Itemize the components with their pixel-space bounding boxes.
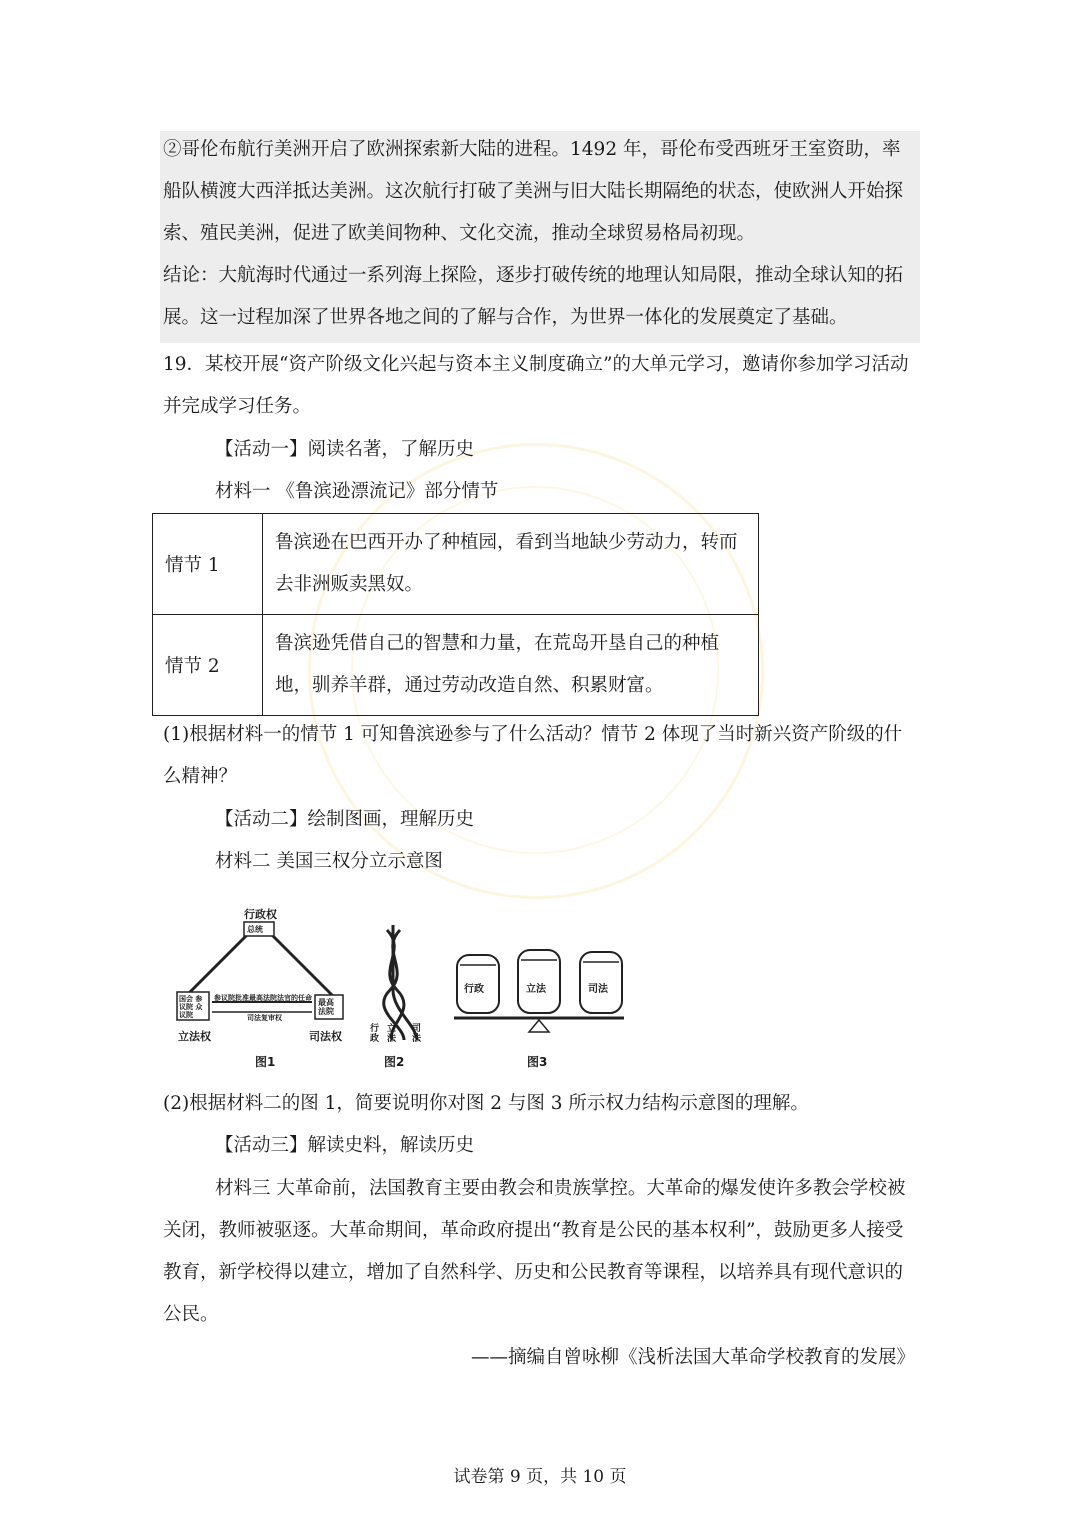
judicial-review-arrow-text: 司法复审权	[247, 1014, 282, 1022]
plot-table	[152, 513, 759, 716]
braid-label-judicial: 司法	[412, 1024, 422, 1044]
material-3-paragraph: 材料三 大革命前，法国教育主要由教会和贵族掌控。大革命的爆发使许多教会学校被关闭，教师被驱逐。大革命期间，革命政府提出“教育是公民的基本权利”，鼓励更多人接受教育，新学校得以建立，增加了自然科学、历史和公民教育等课程，以培养具有现代意识的公民。	[163, 1178, 906, 1325]
question-19-2: (2)根据材料二的图 1，简要说明你对图 2 与图 3 所示权力结构示意图的理解。	[163, 1093, 809, 1114]
plot-label: 情节 1	[153, 514, 263, 615]
president-box: 总统	[247, 925, 263, 934]
braid-label-legislative: 立法	[387, 1024, 397, 1044]
page-number: 试卷第 9 页，共 10 页	[453, 1467, 627, 1487]
senate-approval-arrow-text: 参议院批准最高法院法官的任命	[214, 994, 312, 1002]
previous-answer-block	[160, 131, 920, 343]
columbus-paragraph: ②哥伦布航行美洲开启了欧洲探索新大陆的进程。1492 年，哥伦布受西班牙王室资助，率船队横渡大西洋抵达美洲。这次航行打破了美洲与旧大陆长期隔绝的状态，使欧洲人开始探索、殖民美洲，促进了欧美间物种、文化交流，推动全球贸易格局初现。	[163, 139, 904, 244]
question-19-1: (1)根据材料一的情节 1 可知鲁滨逊参与了什么活动？情节 2 体现了当时新兴资产阶级的什么精神？	[163, 724, 903, 787]
material-3-source: ——摘编自曾咏柳《浅析法国大革命学校教育的发展》	[470, 1347, 915, 1368]
conclusion-paragraph: 结论：大航海时代通过一系列海上探险，逐步打破传统的地理认知局限，推动全球认知的拓展。这一过程加深了世界各地之间的了解与合作，为世界一体化的发展奠定了基础。	[163, 265, 904, 328]
material-1-heading: 材料一 《鲁滨逊漂流记》部分情节	[215, 481, 499, 502]
braid-label-executive: 行政	[370, 1024, 380, 1044]
legislative-power-label: 立法权	[178, 1030, 211, 1043]
fist-label-legislative: 立法	[526, 984, 546, 995]
executive-power-label: 行政权	[244, 908, 277, 921]
congress-box: 国会 参议院 众议院	[179, 995, 203, 1019]
supreme-court-box: 最高 法院	[318, 998, 334, 1016]
figure-3-caption: 图3	[527, 1055, 548, 1069]
plot-text: 鲁滨逊凭借自己的智慧和力量，在荒岛开垦自己的种植地，驯养羊群，通过劳动改造自然、积累财富。	[263, 615, 759, 716]
material-2-heading: 材料二 美国三权分立示意图	[215, 851, 443, 872]
judicial-power-label: 司法权	[309, 1030, 342, 1043]
table-row	[153, 615, 759, 716]
activity-3-title: 【活动三】解读史料，解读历史	[215, 1135, 475, 1156]
plot-label: 情节 2	[153, 615, 263, 716]
figure-1-caption: 图1	[255, 1055, 276, 1069]
table-row	[153, 514, 759, 615]
activity-1-title: 【活动一】阅读名著，了解历史	[215, 439, 475, 460]
activity-2-title: 【活动二】绘制图画，理解历史	[215, 809, 475, 830]
separation-of-powers-figure	[172, 900, 632, 1075]
figure-2-caption: 图2	[384, 1055, 405, 1069]
fist-label-executive: 行政	[464, 984, 484, 995]
figure-drawings	[172, 900, 632, 1050]
plot-text: 鲁滨逊在巴西开办了种植园，看到当地缺少劳动力，转而去非洲贩卖黑奴。	[263, 514, 759, 615]
fist-label-judicial: 司法	[588, 984, 608, 995]
question-19-intro: 19．某校开展“资产阶级文化兴起与资本主义制度确立”的大单元学习，邀请你参加学习活动并完成学习任务。	[163, 354, 909, 417]
